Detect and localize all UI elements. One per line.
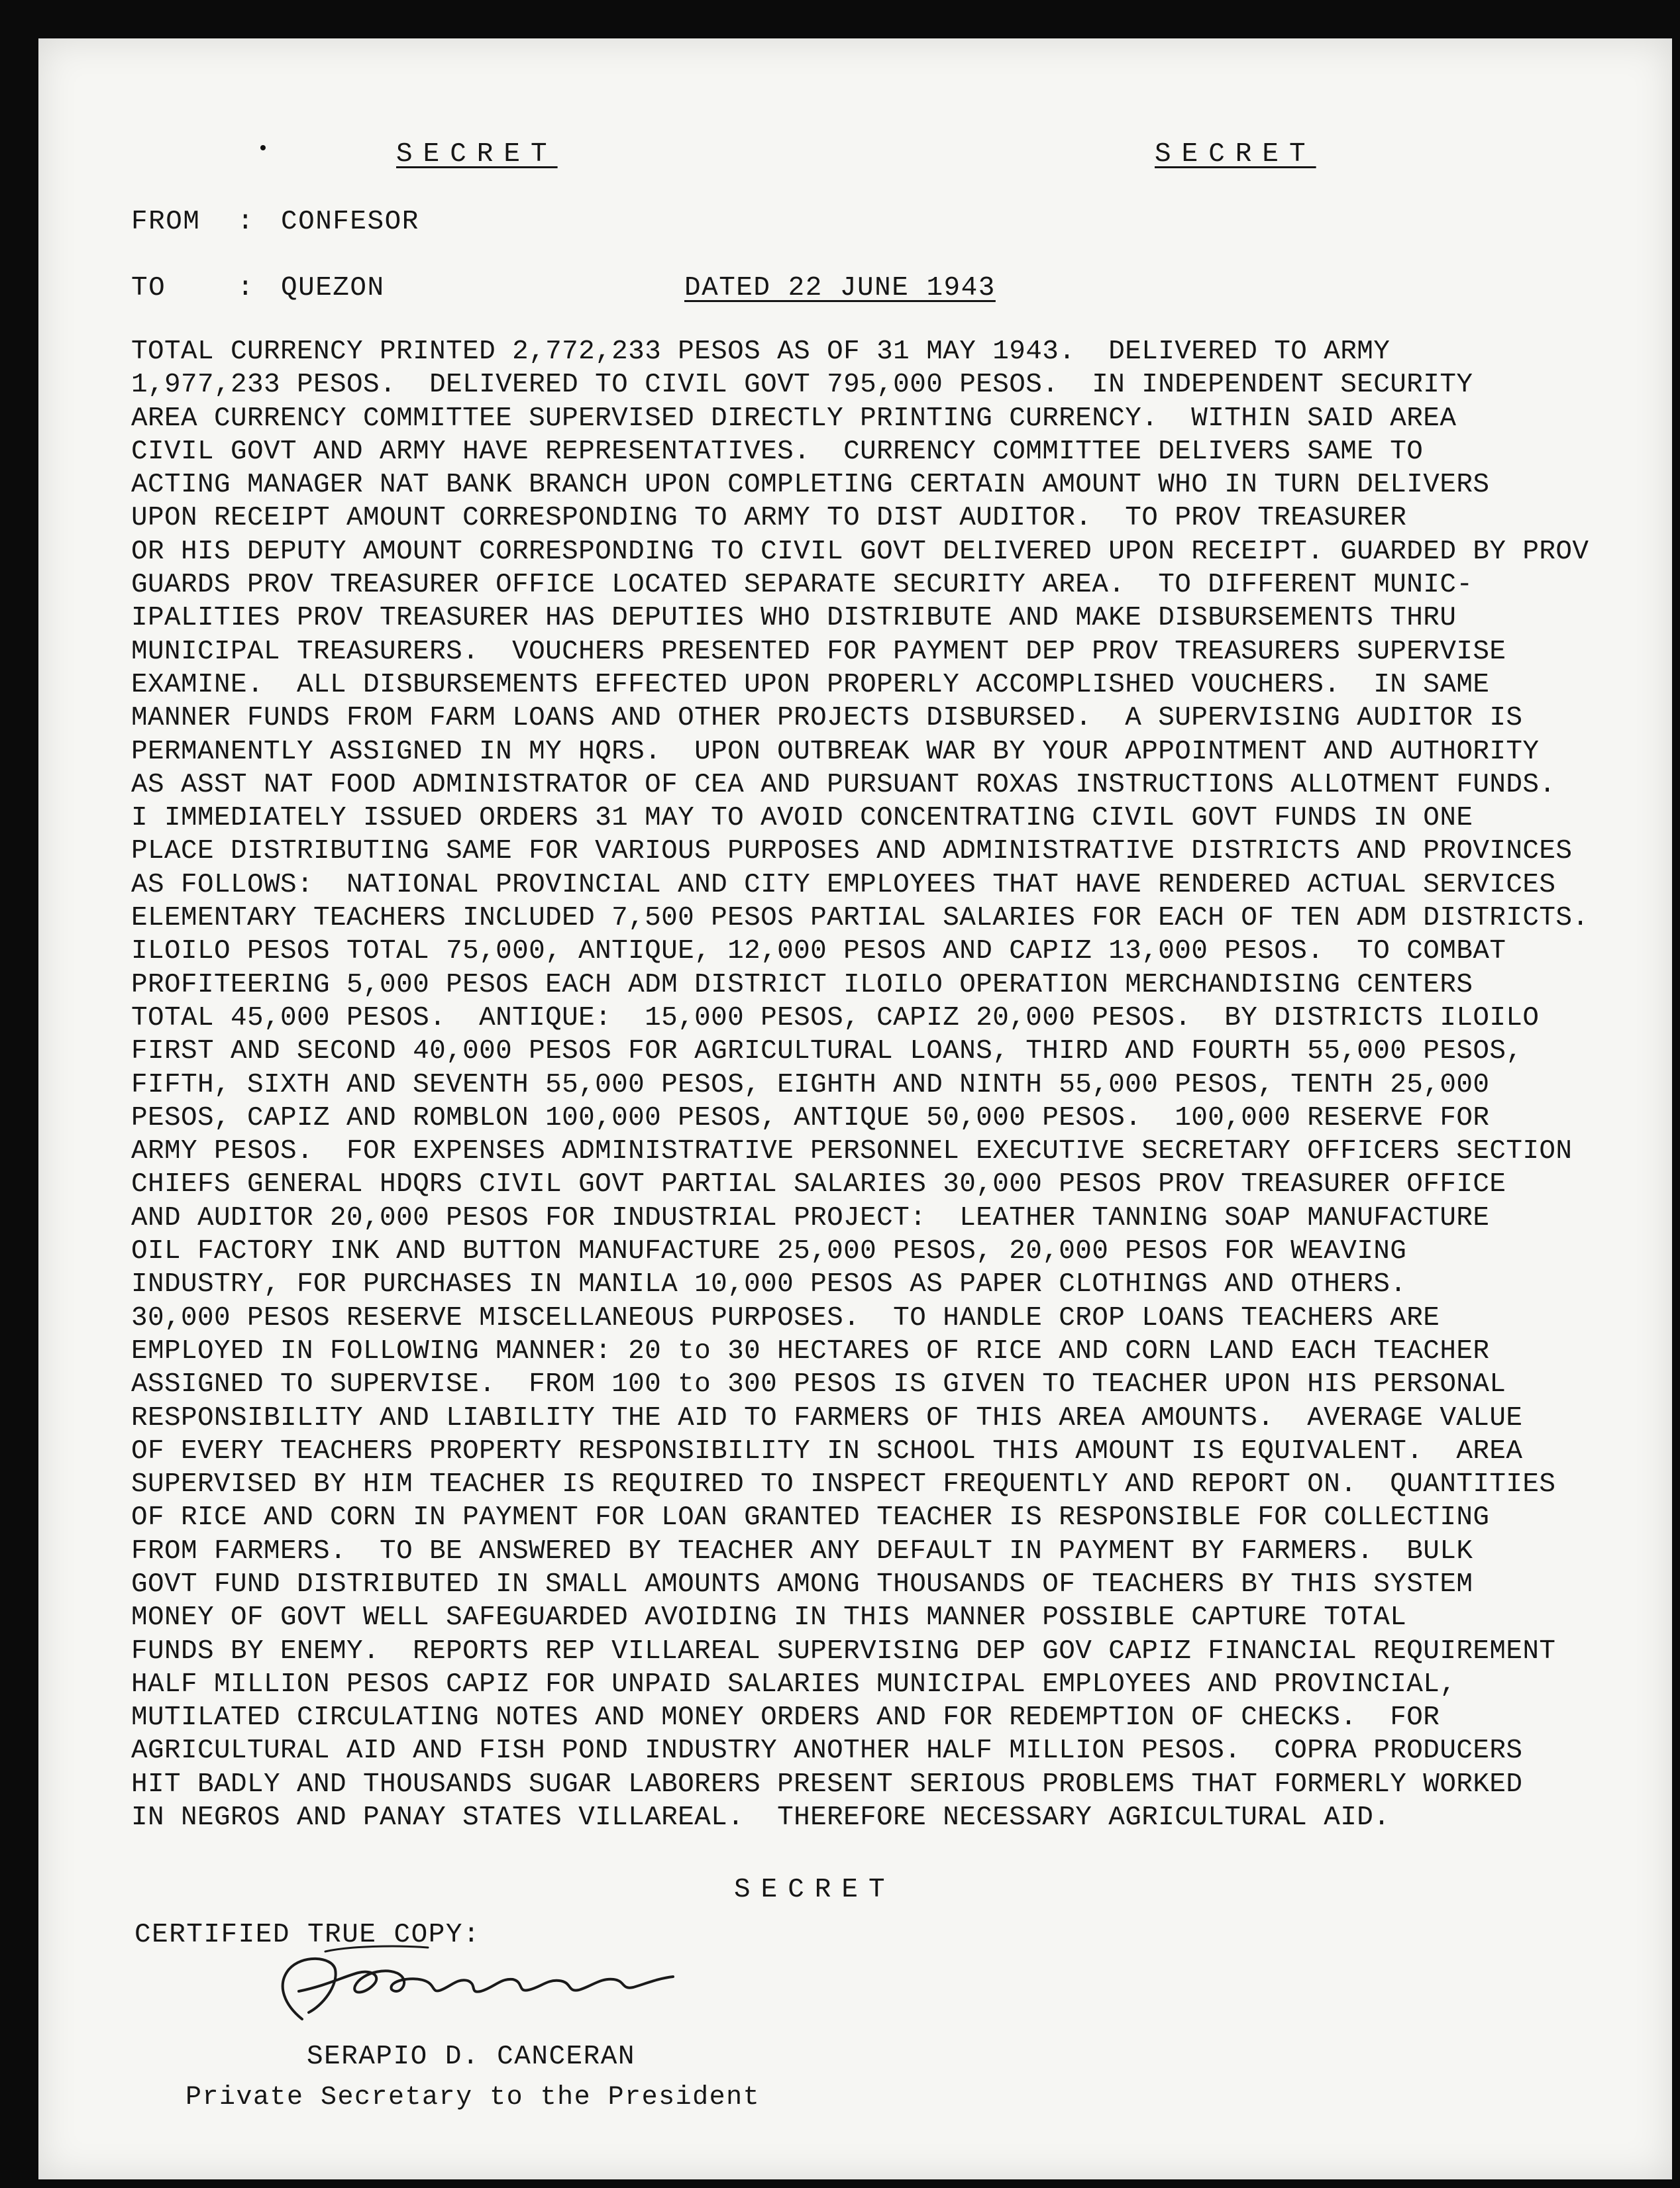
body-line: PERMANENTLY ASSIGNED IN MY HQRS. UPON OUTBREAK WAR BY YOUR APPOINTMENT AND AUTHORITY bbox=[131, 736, 1540, 767]
body-line: 1,977,233 PESOS. DELIVERED TO CIVIL GOVT 795,000 PESOS. IN INDEPENDENT SECURITY bbox=[131, 370, 1473, 401]
body-line: FIFTH, SIXTH AND SEVENTH 55,000 PESOS, EIGHTH AND NINTH 55,000 PESOS, TENTH 25,000 bbox=[131, 1069, 1490, 1100]
secret-header-left: SECRET bbox=[396, 139, 558, 170]
from-value: CONFESOR bbox=[281, 207, 419, 237]
body-line: UPON RECEIPT AMOUNT CORRESPONDING TO ARMY TO DIST AUDITOR. TO PROV TREASURER bbox=[131, 503, 1407, 534]
body-line: PROFITEERING 5,000 PESOS EACH ADM DISTRICT ILOILO OPERATION MERCHANDISING CENTERS bbox=[131, 969, 1473, 1000]
body-line: EMPLOYED IN FOLLOWING MANNER: 20 to 30 HECTARES OF RICE AND CORN LAND EACH TEACHER bbox=[131, 1335, 1490, 1367]
secret-footer: SECRET bbox=[734, 1875, 896, 1905]
secret-header-right: SECRET bbox=[1155, 139, 1316, 170]
body-line: INDUSTRY, FOR PURCHASES IN MANILA 10,000 PESOS AS PAPER CLOTHINGS AND OTHERS. bbox=[131, 1269, 1407, 1300]
body-line: PLACE DISTRIBUTING SAME FOR VARIOUS PURPOSES AND ADMINISTRATIVE DISTRICTS AND PROVINCES bbox=[131, 836, 1573, 867]
body-line: AS FOLLOWS: NATIONAL PROVINCIAL AND CITY EMPLOYEES THAT HAVE RENDERED ACTUAL SERVICES bbox=[131, 869, 1556, 900]
body-line: TOTAL 45,000 PESOS. ANTIQUE: 15,000 PESOS, CAPIZ 20,000 PESOS. BY DISTRICTS ILOILO bbox=[131, 1002, 1540, 1033]
body-line: MONEY OF GOVT WELL SAFEGUARDED AVOIDING IN THIS MANNER POSSIBLE CAPTURE TOTAL bbox=[131, 1602, 1407, 1634]
body-line: IPALITIES PROV TREASURER HAS DEPUTIES WHO DISTRIBUTE AND MAKE DISBURSEMENTS THRU bbox=[131, 603, 1457, 634]
body-line: PESOS, CAPIZ AND ROMBLON 100,000 PESOS, ANTIQUE 50,000 PESOS. 100,000 RESERVE FOR bbox=[131, 1102, 1490, 1133]
body-line: MUNICIPAL TREASURERS. VOUCHERS PRESENTED FOR PAYMENT DEP PROV TREASURERS SUPERVISE bbox=[131, 636, 1506, 667]
body-line: ACTING MANAGER NAT BANK BRANCH UPON COMPLETING CERTAIN AMOUNT WHO IN TURN DELIVERS bbox=[131, 470, 1490, 501]
body-line: OF RICE AND CORN IN PAYMENT FOR LOAN GRANTED TEACHER IS RESPONSIBLE FOR COLLECTING bbox=[131, 1502, 1490, 1534]
body-line: OR HIS DEPUTY AMOUNT CORRESPONDING TO CIVIL GOVT DELIVERED UPON RECEIPT. GUARDED BY PROV bbox=[131, 536, 1589, 567]
body-line: MUTILATED CIRCULATING NOTES AND MONEY ORDERS AND FOR REDEMPTION OF CHECKS. FOR bbox=[131, 1702, 1440, 1734]
body-line: AS ASST NAT FOOD ADMINISTRATOR OF CEA AND PURSUANT ROXAS INSTRUCTIONS ALLOTMENT FUNDS. bbox=[131, 769, 1556, 800]
to-value: QUEZON bbox=[281, 273, 385, 303]
body-line: AGRICULTURAL AID AND FISH POND INDUSTRY ANOTHER HALF MILLION PESOS. COPRA PRODUCERS bbox=[131, 1736, 1523, 1767]
body-line: HIT BADLY AND THOUSANDS SUGAR LABORERS PRESENT SERIOUS PROBLEMS THAT FORMERLY WORKED bbox=[131, 1769, 1523, 1800]
body-line: HALF MILLION PESOS CAPIZ FOR UNPAID SALARIES MUNICIPAL EMPLOYEES AND PROVINCIAL, bbox=[131, 1669, 1457, 1700]
document-page bbox=[38, 38, 1672, 2179]
body-line: GOVT FUND DISTRIBUTED IN SMALL AMOUNTS AMONG THOUSANDS OF TEACHERS BY THIS SYSTEM bbox=[131, 1569, 1473, 1600]
body-line: ASSIGNED TO SUPERVISE. FROM 100 to 300 PESOS IS GIVEN TO TEACHER UPON HIS PERSONAL bbox=[131, 1369, 1506, 1400]
handwritten-signature bbox=[262, 1940, 700, 2026]
body-line: ARMY PESOS. FOR EXPENSES ADMINISTRATIVE PERSONNEL EXECUTIVE SECRETARY OFFICERS SECTION bbox=[131, 1136, 1573, 1167]
body-line: CHIEFS GENERAL HDQRS CIVIL GOVT PARTIAL SALARIES 30,000 PESOS PROV TREASURER OFFICE bbox=[131, 1169, 1506, 1200]
signer-title: Private Secretary to the President bbox=[185, 2083, 761, 2112]
body-line: GUARDS PROV TREASURER OFFICE LOCATED SEPARATE SECURITY AREA. TO DIFFERENT MUNIC- bbox=[131, 570, 1473, 601]
body-line: AND AUDITOR 20,000 PESOS FOR INDUSTRIAL PROJECT: LEATHER TANNING SOAP MANUFACTURE bbox=[131, 1202, 1490, 1233]
to-separator: : bbox=[237, 273, 255, 303]
body-line: ELEMENTARY TEACHERS INCLUDED 7,500 PESOS PARTIAL SALARIES FOR EACH OF TEN ADM DISTRICTS. bbox=[131, 903, 1589, 934]
body-line: FUNDS BY ENEMY. REPORTS REP VILLAREAL SUPERVISING DEP GOV CAPIZ FINANCIAL REQUIREMENT bbox=[131, 1636, 1556, 1667]
body-line: FROM FARMERS. TO BE ANSWERED BY TEACHER ANY DEFAULT IN PAYMENT BY FARMERS. BULK bbox=[131, 1536, 1473, 1567]
certified-true-copy: CERTIFIED TRUE COPY: bbox=[134, 1920, 481, 1950]
body-line: IN NEGROS AND PANAY STATES VILLAREAL. THEREFORE NECESSARY AGRICULTURAL AID. bbox=[131, 1802, 1391, 1834]
from-separator: : bbox=[237, 207, 255, 237]
body-line: ILOILO PESOS TOTAL 75,000, ANTIQUE, 12,000 PESOS AND CAPIZ 13,000 PESOS. TO COMBAT bbox=[131, 936, 1506, 967]
body-line: OF EVERY TEACHERS PROPERTY RESPONSIBILITY IN SCHOOL THIS AMOUNT IS EQUIVALENT. AREA bbox=[131, 1435, 1523, 1467]
body-line: SUPERVISED BY HIM TEACHER IS REQUIRED TO INSPECT FREQUENTLY AND REPORT ON. QUANTITIES bbox=[131, 1469, 1556, 1500]
body-line: OIL FACTORY INK AND BUTTON MANUFACTURE 25,000 PESOS, 20,000 PESOS FOR WEAVING bbox=[131, 1236, 1407, 1267]
body-line: MANNER FUNDS FROM FARM LOANS AND OTHER PROJECTS DISBURSED. A SUPERVISING AUDITOR IS bbox=[131, 703, 1523, 734]
to-label: TO bbox=[131, 273, 166, 303]
body-line: CIVIL GOVT AND ARMY HAVE REPRESENTATIVES. CURRENCY COMMITTEE DELIVERS SAME TO bbox=[131, 436, 1424, 467]
signer-name: SERAPIO D. CANCERAN bbox=[307, 2042, 635, 2072]
body-line: FIRST AND SECOND 40,000 PESOS FOR AGRICULTURAL LOANS, THIRD AND FOURTH 55,000 PESOS, bbox=[131, 1036, 1523, 1067]
body-line: TOTAL CURRENCY PRINTED 2,772,233 PESOS AS OF 31 MAY 1943. DELIVERED TO ARMY bbox=[131, 337, 1391, 367]
from-label: FROM bbox=[131, 207, 201, 237]
body-line: I IMMEDIATELY ISSUED ORDERS 31 MAY TO AVOID CONCENTRATING CIVIL GOVT FUNDS IN ONE bbox=[131, 803, 1473, 834]
body-line: RESPONSIBILITY AND LIABILITY THE AID TO FARMERS OF THIS AREA AMOUNTS. AVERAGE VALUE bbox=[131, 1402, 1523, 1433]
body-line: 30,000 PESOS RESERVE MISCELLANEOUS PURPOSES. TO HANDLE CROP LOANS TEACHERS ARE bbox=[131, 1302, 1440, 1333]
message-body bbox=[131, 335, 1628, 1834]
body-line: EXAMINE. ALL DISBURSEMENTS EFFECTED UPON PROPERLY ACCOMPLISHED VOUCHERS. IN SAME bbox=[131, 669, 1490, 700]
body-line: AREA CURRENCY COMMITTEE SUPERVISED DIRECTLY PRINTING CURRENCY. WITHIN SAID AREA bbox=[131, 403, 1457, 434]
ink-dot bbox=[260, 145, 266, 150]
date-line: DATED 22 JUNE 1943 bbox=[684, 273, 996, 303]
